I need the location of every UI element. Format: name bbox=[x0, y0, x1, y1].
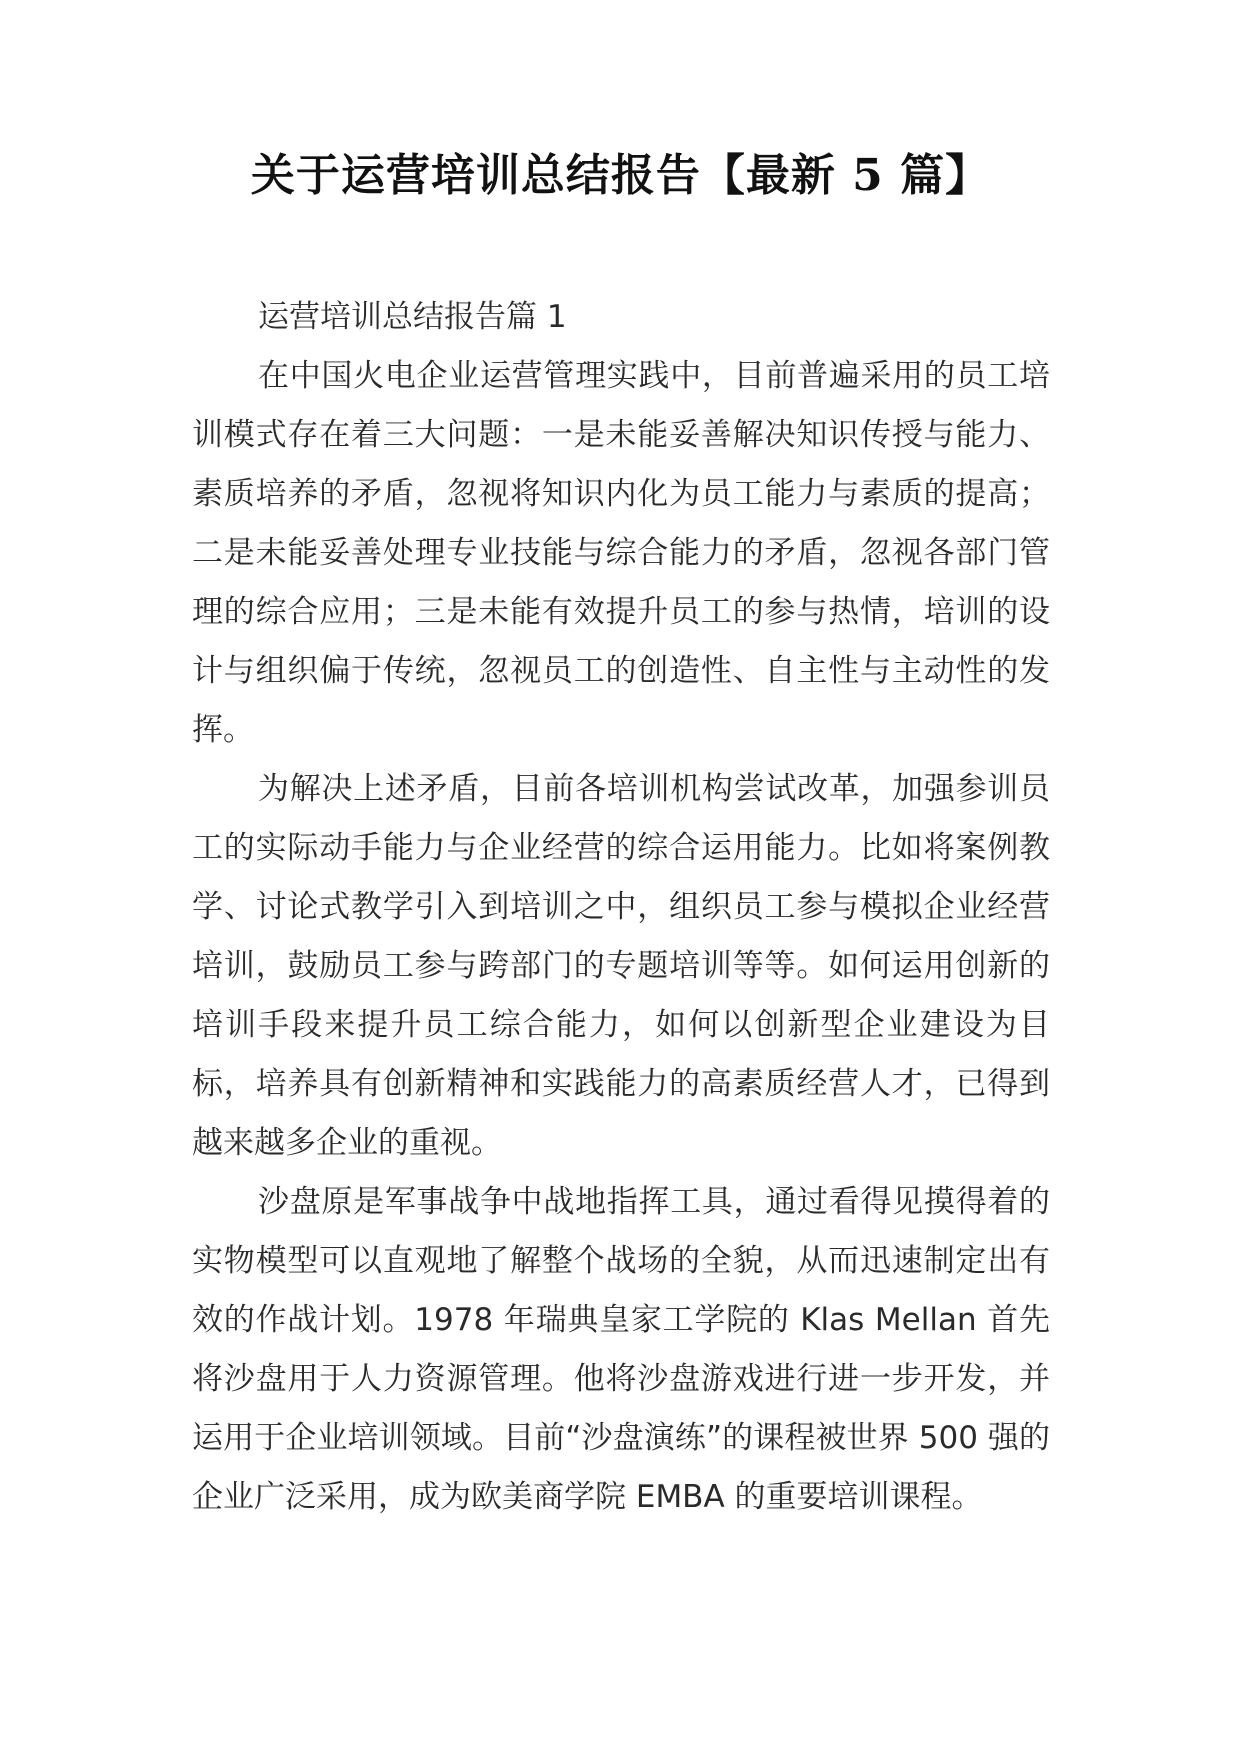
paragraph-3: 沙盘原是军事战争中战地指挥工具，通过看得见摸得着的实物模型可以直观地了解整个战场的全貌，从而迅速制定出有效的作战计划。1978 年瑞典皇家工学院的 Klas Mellan 首先将沙盘用于人力资源管理。他将沙盘游戏进行进一步开发，并运用于企业培训领域。目前“沙盘演练”的课程被世界 500 强的企业广泛采用，成为欧美商学院 EMBA 的重要培训课程。 bbox=[192, 1184, 1050, 1515]
document-body bbox=[192, 288, 1050, 1527]
document-title: 关于运营培训总结报告【最新 5 篇】 bbox=[250, 150, 991, 201]
paragraph-1: 在中国火电企业运营管理实践中，目前普遍采用的员工培训模式存在着三大问题：一是未能妥善解决知识传授与能力、素质培养的矛盾，忽视将知识内化为员工能力与素质的提高；二是未能妥善处理专业技能与综合能力的矛盾，忽视各部门管理的综合应用；三是未能有效提升员工的参与热情，培训的设计与组织偏于传统，忽视员工的创造性、自主性与主动性的发挥。 bbox=[192, 358, 1050, 748]
section-heading: 运营培训总结报告篇 1 bbox=[258, 299, 567, 335]
paragraph-2: 为解决上述矛盾，目前各培训机构尝试改革，加强参训员工的实际动手能力与企业经营的综合运用能力。比如将案例教学、讨论式教学引入到培训之中，组织员工参与模拟企业经营培训，鼓励员工参与跨部门的专题培训等等。如何运用创新的培训手段来提升员工综合能力，如何以创新型企业建设为目标，培养具有创新精神和实践能力的高素质经营人才，已得到越来越多企业的重视。 bbox=[192, 771, 1050, 1161]
